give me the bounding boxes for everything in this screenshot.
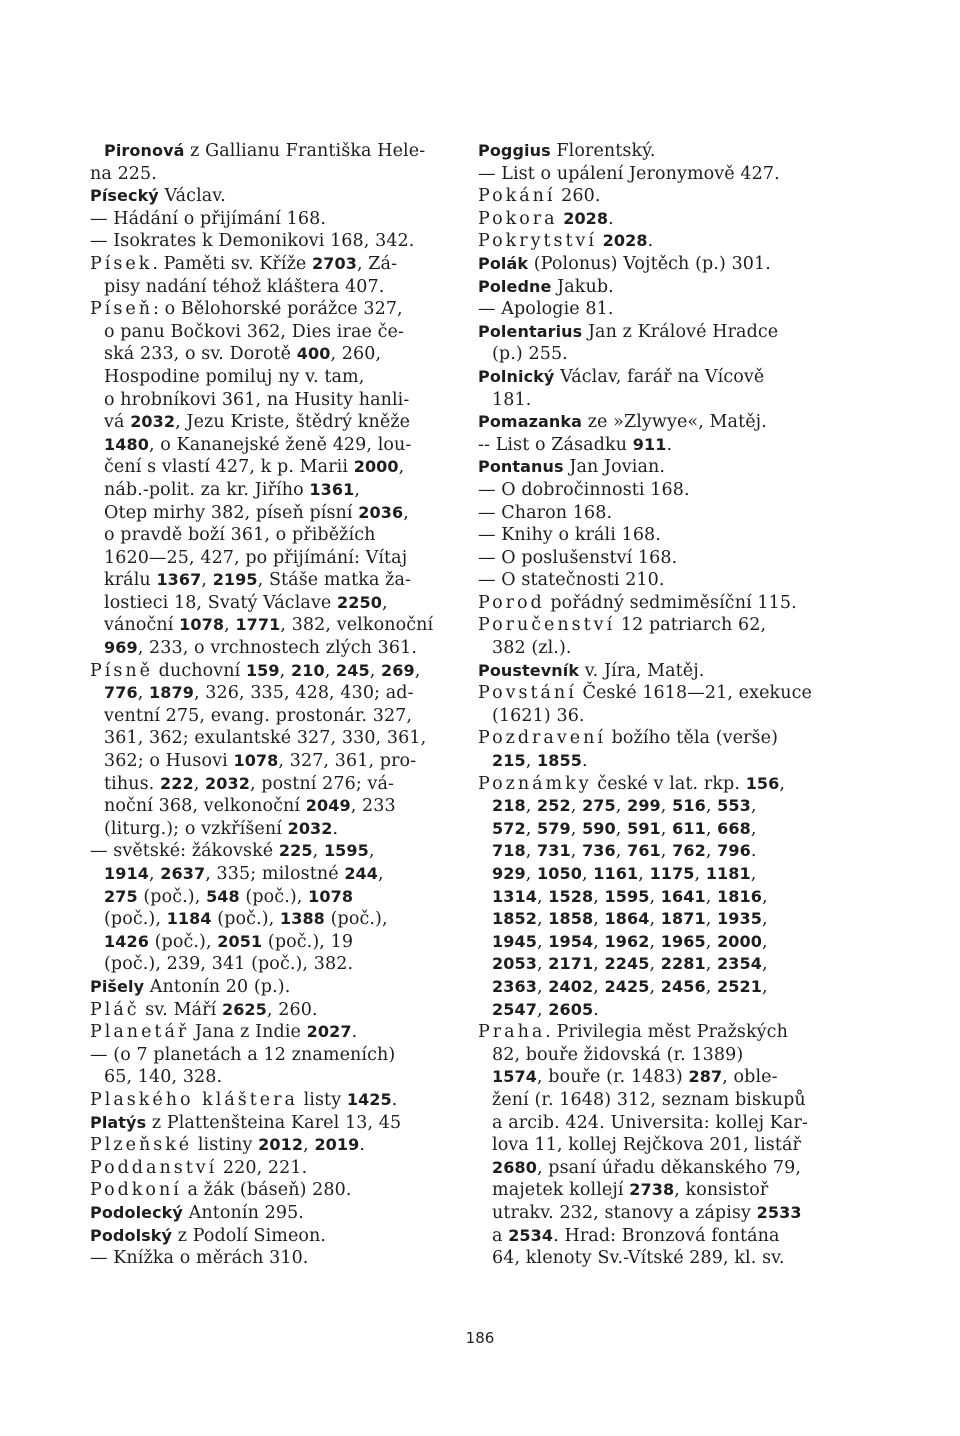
index-line: -- List o Zásadku 911. — [478, 434, 673, 455]
index-line: — Apologie 81. — [478, 299, 614, 320]
index-line: — Knížka o měrách 310. — [90, 1248, 309, 1269]
index-line: — Knihy o králi 168. — [478, 525, 661, 546]
index-line: tihus. 222, 2032, postní 276; vá- — [104, 773, 395, 794]
index-line: — (o 7 planetách a 12 znameních) — [90, 1044, 396, 1065]
index-line: Poledne Jakub. — [478, 276, 614, 297]
index-line: Polnický Václav, farář na Vícově — [478, 366, 765, 387]
index-line: Písecký Václav. — [90, 186, 226, 207]
index-line: (p.) 255. — [492, 344, 568, 365]
index-line: (poč.), 1184 (poč.), 1388 (poč.), — [104, 909, 388, 930]
index-line: — List o upálení Jeronymově 427. — [478, 163, 780, 184]
index-line: Hospodine pomiluj ny v. tam, — [104, 366, 365, 387]
index-line: Platýs z Plattenšteina Karel 13, 45 — [90, 1112, 402, 1133]
index-line: 1426 (poč.), 2051 (poč.), 19 — [104, 931, 354, 952]
index-line: vánoční 1078, 1771, 382, velkonoční — [104, 615, 434, 636]
index-line: Polák (Polonus) Vojtěch (p.) 301. — [478, 253, 771, 274]
index-line: majetek kollejí 2738, konsistoř — [492, 1180, 769, 1201]
index-line: Poddanství 220, 221. — [90, 1157, 308, 1178]
index-line: 1914, 2637, 335; milostné 244, — [104, 864, 384, 884]
index-line: Poručenství 12 patriarch 62, — [478, 615, 767, 636]
index-line: 65, 140, 328. — [104, 1067, 223, 1088]
left-index-column — [90, 140, 452, 1270]
index-line: 1574, bouře (r. 1483) 287, oble- — [492, 1067, 778, 1088]
index-line: (poč.), 239, 341 (poč.), 382. — [104, 954, 354, 975]
index-line: — O statečnosti 210. — [478, 570, 665, 591]
index-line: Pokání 260. — [478, 186, 601, 207]
index-line: 382 (zl.). — [492, 638, 572, 659]
index-line: a 2534. Hrad: Bronzová fontána — [492, 1225, 780, 1246]
index-line: 1314, 1528, 1595, 1641, 1816, — [492, 886, 768, 907]
index-line: čení s vlastí 427, k p. Marii 2000, — [104, 457, 405, 478]
index-line: 718, 731, 736, 761, 762, 796. — [492, 841, 757, 862]
index-line: 82, bouře židovská (r. 1389) — [492, 1044, 744, 1065]
index-line: 2053, 2171, 2245, 2281, 2354, — [492, 954, 768, 975]
index-line: — O poslušenství 168. — [478, 547, 678, 568]
index-line: Pomazanka ze »Zlywye«, Matěj. — [478, 412, 767, 433]
index-line: ventní 275, evang. prostonár. 327, — [104, 705, 413, 726]
index-line: 969, 233, o vrchnostech zlých 361. — [104, 638, 417, 659]
index-line: 1852, 1858, 1864, 1871, 1935, — [492, 909, 768, 930]
index-line: ská 233, o sv. Dorotě 400, 260, — [104, 344, 382, 365]
index-line: na 225. — [90, 163, 157, 184]
index-line: Pišely Antonín 20 (p.). — [90, 976, 291, 997]
index-line: — světské: žákovské 225, 1595, — [90, 841, 375, 862]
index-line: žení (r. 1648) 312, seznam biskupů — [492, 1089, 806, 1110]
index-line: Podkoní a žák (báseň) 280. — [90, 1180, 352, 1201]
index-line: (1621) 36. — [492, 705, 585, 726]
index-line: — Charon 168. — [478, 502, 613, 523]
index-line: a arcib. 424. Universita: kollej Kar- — [492, 1112, 808, 1133]
index-line: Pláč sv. Máří 2625, 260. — [90, 999, 318, 1020]
index-line: 2680, psaní úřadu děkanského 79, — [492, 1157, 802, 1178]
index-line: Pontanus Jan Jovian. — [478, 457, 666, 478]
index-line: 2547, 2605. — [492, 999, 599, 1020]
index-line: Planetář Jana z Indie 2027. — [90, 1022, 358, 1043]
index-line: Poustevník v. Jíra, Matěj. — [478, 660, 705, 681]
index-line: Praha. Privilegia měst Pražských — [478, 1022, 788, 1043]
index-line: Písek. Paměti sv. Kříže 2703, Zá- — [90, 253, 398, 274]
index-line: Otep mirhy 382, píseň písní 2036, — [104, 502, 409, 523]
index-line: 64, klenoty Sv.-Vítské 289, kl. sv. — [492, 1248, 785, 1269]
index-line: Pokrytství 2028. — [478, 231, 654, 252]
index-line: o hrobníkovi 361, na Husity hanli- — [104, 389, 410, 410]
index-line: 1945, 1954, 1962, 1965, 2000, — [492, 931, 768, 952]
index-line: 218, 252, 275, 299, 516, 553, — [492, 796, 757, 817]
index-line: o panu Bočkovi 362, Dies irae če- — [104, 321, 404, 342]
index-line: náb.-polit. za kr. Jiřího 1361, — [104, 479, 361, 500]
index-line: (liturg.); o vzkříšení 2032. — [104, 818, 339, 839]
index-line: Plaského kláštera listy 1425. — [90, 1089, 398, 1110]
index-line: — Isokrates k Demonikovi 168, 342. — [90, 231, 415, 252]
index-line: — O dobročinnosti 168. — [478, 479, 690, 500]
page-number: 186 — [465, 1329, 495, 1347]
index-line: Podolecký Antonín 295. — [90, 1202, 304, 1223]
index-line: Podolský z Podolí Simeon. — [90, 1225, 327, 1246]
index-line: pisy nadání téhož kláštera 407. — [104, 276, 385, 297]
index-line: Pokora 2028. — [478, 208, 614, 229]
index-line: Poggius Florentský. — [478, 141, 656, 161]
index-line: Pironová z Gallianu Františka Hele- — [104, 141, 426, 161]
right-index-column — [478, 140, 840, 1270]
index-line: 362; o Husovi 1078, 327, 361, pro- — [104, 751, 417, 772]
index-line: Povstání České 1618—21, exekuce — [478, 683, 812, 704]
index-line: Porod pořádný sedmiměsíční 115. — [478, 592, 797, 613]
index-line: vá 2032, Jezu Kriste, štědrý kněže — [104, 412, 411, 433]
index-line: králu 1367, 2195, Stáše matka ža- — [104, 570, 412, 591]
index-line: 572, 579, 590, 591, 611, 668, — [492, 818, 757, 839]
index-line: lostieci 18, Svatý Václave 2250, — [104, 592, 388, 613]
index-line: Píseň: o Bělohorské porážce 327, — [90, 299, 403, 320]
index-line: 1620—25, 427, po přijímání: Vítaj — [104, 547, 408, 568]
index-line: 2363, 2402, 2425, 2456, 2521, — [492, 976, 768, 997]
index-line: Polentarius Jan z Králové Hradce — [478, 321, 779, 342]
index-line: 776, 1879, 326, 335, 428, 430; ad- — [104, 683, 414, 704]
index-line: 1480, o Kananejské ženě 429, lou- — [104, 434, 412, 455]
index-line: lova 11, kollej Rejčkova 201, listář — [492, 1135, 802, 1156]
index-line: Poznámky české v lat. rkp. 156, — [478, 773, 786, 794]
index-line: 275 (poč.), 548 (poč.), 1078 — [104, 886, 354, 907]
index-line: noční 368, velkonoční 2049, 233 — [104, 796, 396, 817]
index-line: utrakv. 232, stanovy a zápisy 2533 — [492, 1202, 802, 1223]
index-line: Plzeňské listiny 2012, 2019. — [90, 1135, 366, 1156]
index-line: 929, 1050, 1161, 1175, 1181, — [492, 864, 757, 884]
index-line: Písně duchovní 159, 210, 245, 269, — [90, 660, 421, 681]
index-line: — Hádání o přijímání 168. — [90, 208, 327, 229]
index-line: o pravdě boží 361, o přiběžích — [104, 525, 376, 546]
index-line: 181. — [492, 389, 532, 410]
index-line: 361, 362; exulantské 327, 330, 361, — [104, 728, 427, 749]
index-line: Pozdravení božího těla (verše) — [478, 728, 779, 749]
index-line: 215, 1855. — [492, 751, 588, 772]
